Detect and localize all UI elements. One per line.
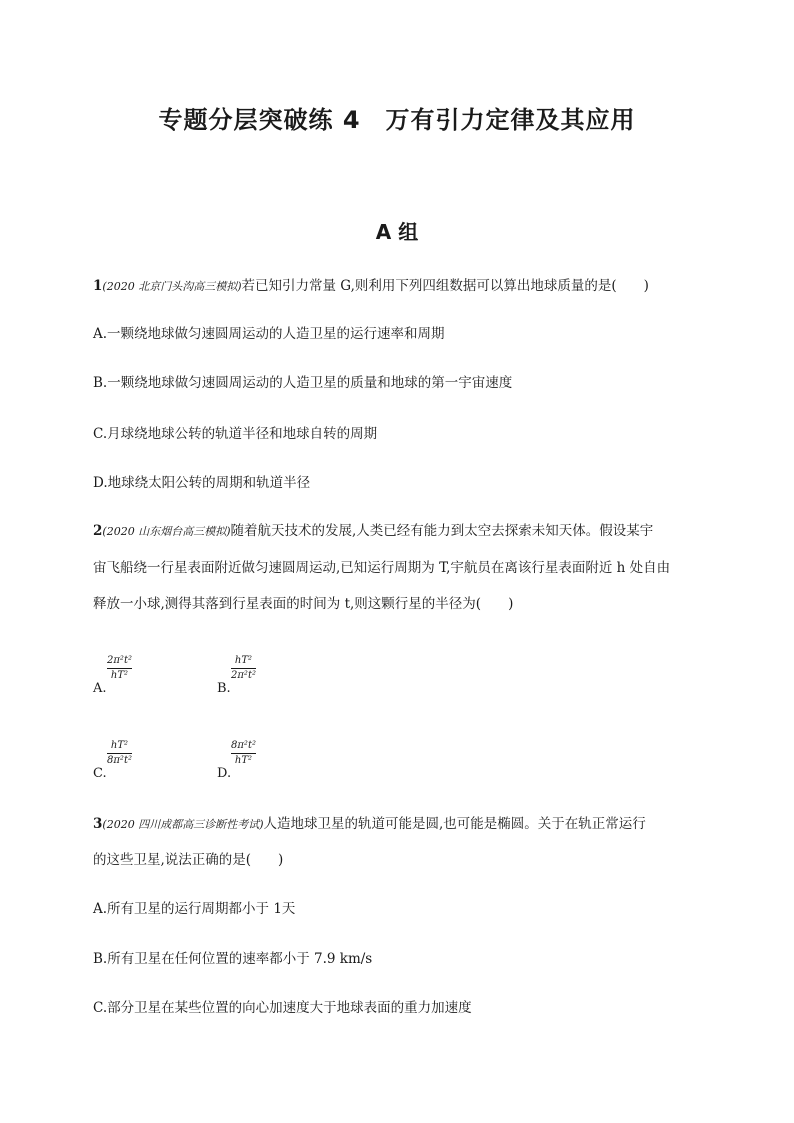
numerator: 2π²t² xyxy=(107,655,132,666)
question-1-stem xyxy=(93,276,649,297)
q1-option-b: B.一颗绕地球做匀速圆周运动的人造卫星的质量和地球的第一宇宙速度 xyxy=(93,375,513,391)
q1-option-d: D.地球绕太阳公转的周期和轨道半径 xyxy=(93,475,311,491)
option-letter: D. xyxy=(217,766,232,781)
option-letter: A. xyxy=(93,681,107,696)
question-text: 随着航天技术的发展,人类已经有能力到太空去探索未知天体。假设某宇 xyxy=(230,523,654,539)
denominator: hT² xyxy=(110,670,129,681)
fraction-bar xyxy=(231,753,256,754)
denominator: 8π²t² xyxy=(107,755,132,766)
fraction-bar xyxy=(107,668,132,669)
numerator: hT² xyxy=(234,655,253,666)
question-3-stem-line-1 xyxy=(93,814,646,835)
question-source: (2020 四川成都高三诊断性考试) xyxy=(102,818,264,831)
question-number: 3 xyxy=(93,816,103,832)
question-2-stem-line-3: 释放一小球,测得其落到行星表面的时间为 t,则这颗行星的半径为( ) xyxy=(93,596,514,612)
q1-option-c: C.月球绕地球公转的轨道半径和地球自转的周期 xyxy=(93,426,378,442)
numerator: hT² xyxy=(110,740,129,751)
question-text: 若已知引力常量 G,则利用下列四组数据可以算出地球质量的是( ) xyxy=(241,278,649,294)
fraction-bar xyxy=(107,753,132,754)
question-source: (2020 山东烟台高三模拟) xyxy=(102,525,231,538)
fraction-bar xyxy=(231,668,256,669)
option-letter: B. xyxy=(217,681,231,696)
question-number: 2 xyxy=(93,523,103,539)
q3-option-a: A.所有卫星的运行周期都小于 1天 xyxy=(93,901,296,917)
q3-option-b: B.所有卫星在任何位置的速率都小于 7.9 km/s xyxy=(93,951,373,967)
fraction xyxy=(231,740,256,767)
fraction xyxy=(231,655,256,682)
question-source: (2020 北京门头沟高三模拟) xyxy=(102,280,242,293)
group-heading: A 组 xyxy=(375,220,419,244)
question-3-stem-line-2: 的这些卫星,说法正确的是( ) xyxy=(93,852,284,868)
denominator: hT² xyxy=(234,755,253,766)
denominator: 2π²t² xyxy=(231,670,256,681)
fraction xyxy=(107,655,132,682)
page-title: 专题分层突破练 4 万有引力定律及其应用 xyxy=(158,106,636,134)
q1-option-a: A.一颗绕地球做匀速圆周运动的人造卫星的运行速率和周期 xyxy=(93,326,445,342)
question-2-stem-line-1 xyxy=(93,521,653,542)
option-letter: C. xyxy=(93,766,107,781)
q3-option-c: C.部分卫星在某些位置的向心加速度大于地球表面的重力加速度 xyxy=(93,1000,472,1016)
fraction xyxy=(107,740,132,767)
question-text: 人造地球卫星的轨道可能是圆,也可能是椭圆。关于在轨正常运行 xyxy=(263,816,646,832)
question-2-stem-line-2: 宙飞船绕一行星表面附近做匀速圆周运动,已知运行周期为 T,宇航员在离该行星表面附近 h 处自由 xyxy=(93,560,671,576)
question-number: 1 xyxy=(93,278,103,294)
numerator: 8π²t² xyxy=(231,740,256,751)
